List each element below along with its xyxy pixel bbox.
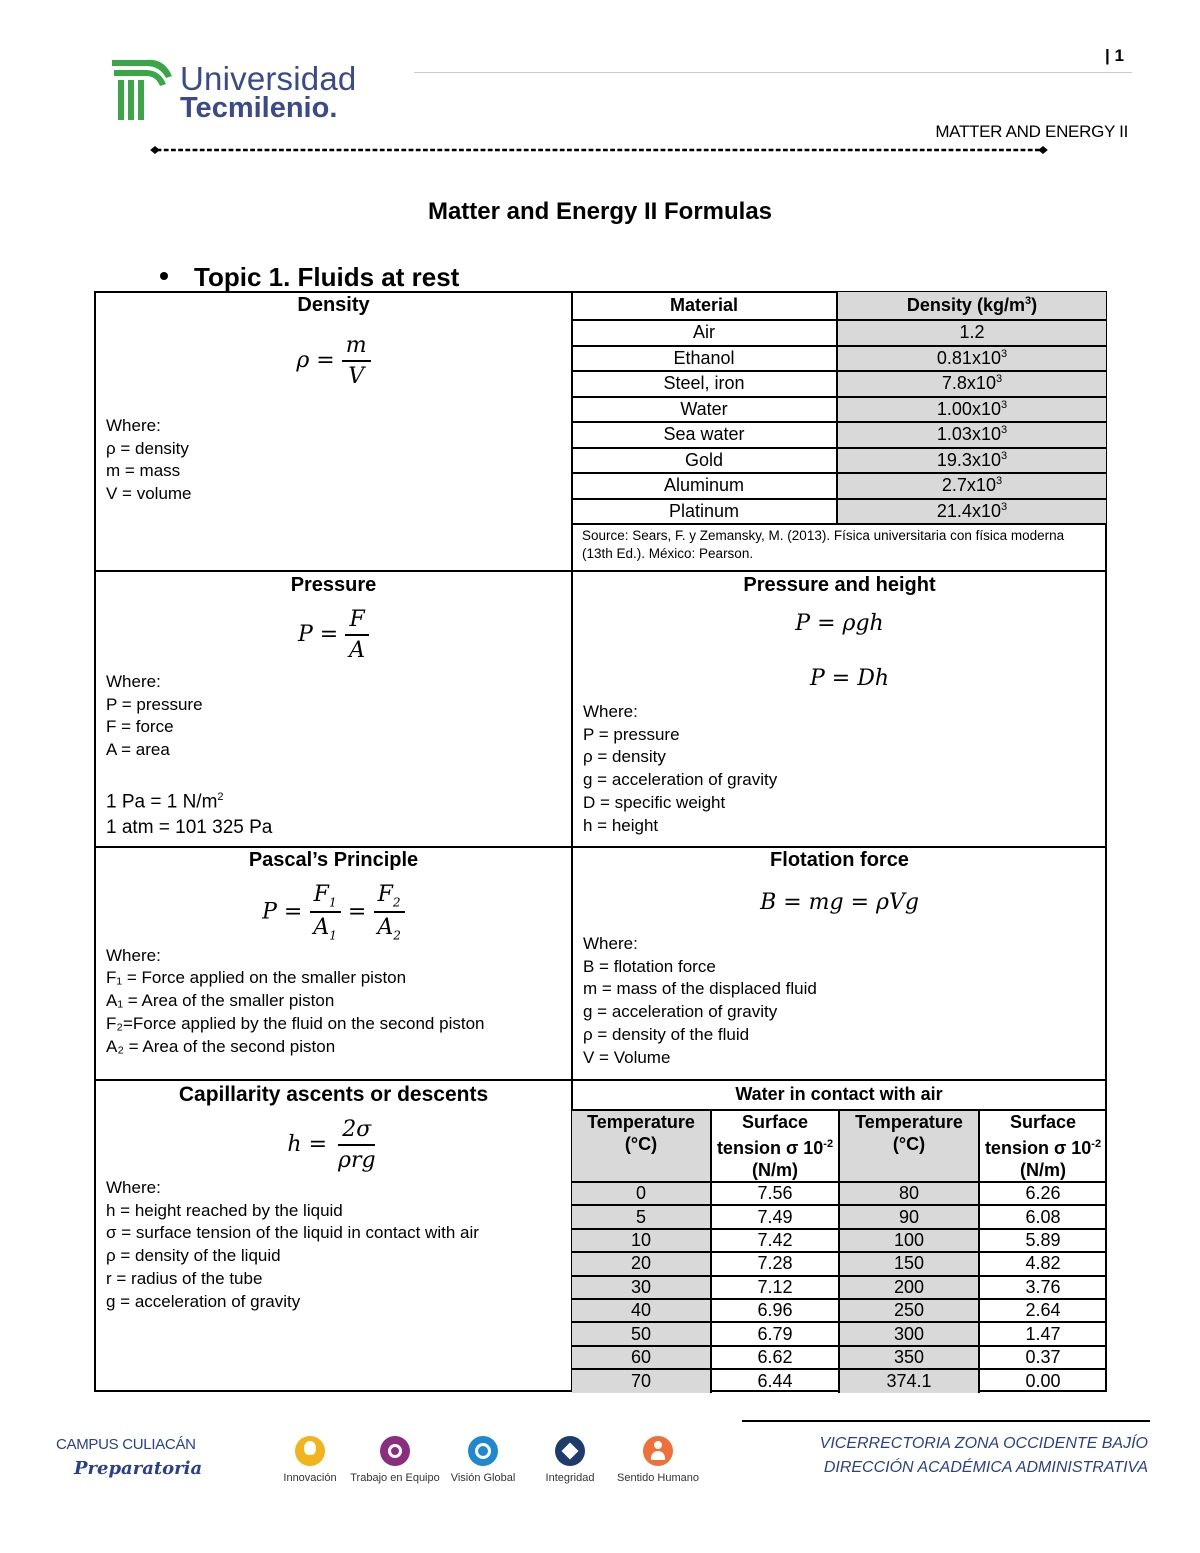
table-row <box>572 397 1106 423</box>
value-label: Sentido Humano <box>617 1472 699 1484</box>
capillarity-denominator: ρrg <box>338 1148 376 1173</box>
header-temperature: Temperature (°C) <box>839 1110 979 1182</box>
pascal-numerator-1: $F_1$ <box>310 882 341 913</box>
surface-table-title: Water in contact with air <box>572 1080 1106 1110</box>
definition: A = area <box>106 740 170 760</box>
where-label: Where: <box>106 945 161 965</box>
definition: m = mass of the displaced fluid <box>583 979 817 999</box>
where-label: Where: <box>106 1178 161 1197</box>
vicerrectoria-label: VICERRECTORIA ZONA OCCIDENTE BAJÍO <box>819 1435 1148 1452</box>
grid-divider-1 <box>94 570 1107 572</box>
table-row <box>572 371 1106 397</box>
pressure-height-formula-1: P = ρgh <box>795 611 884 636</box>
material-cell: Sea water <box>572 422 837 448</box>
person-icon <box>643 1436 673 1466</box>
definition: A₂ = Area of the second piston <box>106 1036 336 1056</box>
logo-text-tecmilenio: Tecmilenio. <box>180 92 338 124</box>
definition: F₁ = Force applied on the smaller piston <box>106 968 407 988</box>
pressure-height-formula-2: P = Dh <box>809 666 890 691</box>
definition: V = volume <box>106 484 192 504</box>
material-cell: Ethanol <box>572 346 837 372</box>
density-numerator: m <box>342 333 371 362</box>
tension-cell: 3.76 <box>979 1276 1106 1299</box>
temperature-cell: 300 <box>839 1322 979 1345</box>
header-surface-tension: Surface tension σ $10^{-2}$ (N/m) <box>711 1110 839 1182</box>
document-title: Matter and Energy II Formulas <box>427 198 773 225</box>
material-cell: Aluminum <box>572 473 837 499</box>
definition: V = Volume <box>583 1047 671 1067</box>
density-cell: $19.3x10^3$ <box>837 448 1106 474</box>
flotation-title: Flotation force <box>770 849 909 871</box>
table-row <box>572 448 1106 474</box>
value-trabajo-equipo <box>350 1436 440 1484</box>
header-temperature: Temperature (°C) <box>572 1110 711 1182</box>
table-header-row <box>572 1110 1106 1182</box>
tension-cell: 7.56 <box>711 1182 839 1205</box>
globe-icon <box>468 1436 498 1466</box>
table-row <box>572 1229 1106 1252</box>
definition: D = specific weight <box>583 792 726 812</box>
capillarity-definitions <box>106 1177 571 1313</box>
preparatoria-label: Preparatoria <box>74 1458 203 1479</box>
tension-cell: 7.42 <box>711 1229 839 1252</box>
density-denominator: V <box>348 364 365 389</box>
temperature-cell: 350 <box>839 1346 979 1369</box>
value-label: Integridad <box>545 1472 595 1484</box>
material-cell: Steel, iron <box>572 371 837 397</box>
density-cell: $1.00x10^3$ <box>837 397 1106 423</box>
temperature-cell: 200 <box>839 1276 979 1299</box>
lightbulb-icon <box>295 1436 325 1466</box>
tension-cell: 6.96 <box>711 1299 839 1322</box>
temperature-cell: 50 <box>572 1322 711 1345</box>
pressure-height-title: Pressure and height <box>743 574 936 596</box>
temperature-cell: 90 <box>839 1205 979 1228</box>
footer-divider <box>742 1420 1150 1422</box>
grid-divider-2 <box>94 846 1107 848</box>
density-title: Density <box>297 294 370 316</box>
table-row <box>572 1369 1106 1392</box>
temperature-cell: 60 <box>572 1346 711 1369</box>
flotation-definitions <box>583 933 1106 1069</box>
pressure-formula <box>96 607 571 663</box>
density-section <box>96 294 571 506</box>
temperature-cell: 40 <box>572 1299 711 1322</box>
flotation-section <box>573 849 1106 1069</box>
pascal-formula <box>96 882 571 943</box>
header-density: Density $(kg/m^3)$ <box>837 292 1106 320</box>
density-cell: $0.81x10^3$ <box>837 346 1106 372</box>
direccion-label: DIRECCIÓN ACADÉMICA ADMINISTRATIVA <box>823 1459 1148 1476</box>
teamwork-icon <box>380 1436 410 1466</box>
page-number: | 1 <box>1105 46 1124 65</box>
definition: ρ = density of the liquid <box>106 1246 281 1266</box>
capillarity-formula-lhs: h = <box>287 1132 328 1157</box>
material-cell: Platinum <box>572 499 837 525</box>
bullet-icon <box>160 272 168 280</box>
definition: g = acceleration of gravity <box>106 1291 301 1311</box>
where-label: Where: <box>583 702 638 721</box>
definition: P = pressure <box>106 694 203 714</box>
temperature-cell: 150 <box>839 1252 979 1275</box>
temperature-cell: 0 <box>572 1182 711 1205</box>
density-cell: $1.03x10^3$ <box>837 422 1106 448</box>
pressure-height-definitions <box>583 701 1106 837</box>
definition: ρ = density <box>583 747 666 767</box>
definition: ρ = density of the fluid <box>583 1024 750 1044</box>
pressure-numerator: F <box>345 607 368 636</box>
logo-text-universidad: Universidad <box>180 60 357 97</box>
pascal-numerator-2: $F_2$ <box>374 882 405 913</box>
material-cell: Air <box>572 320 837 346</box>
unit-atm: 1 atm = 101 325 Pa <box>106 817 273 839</box>
tension-cell: 6.44 <box>711 1369 839 1392</box>
density-cell: $21.4x10^3$ <box>837 499 1106 525</box>
topic-label: Topic 1. Fluids at rest <box>194 262 460 292</box>
table-row <box>572 499 1106 525</box>
capillarity-formula <box>96 1117 571 1173</box>
tension-cell: 7.28 <box>711 1252 839 1275</box>
table-source: Source: Sears, F. y Zemansky, M. (2013). Física universitaria con física moderna (13th Ed.). México: Pearson. <box>572 524 1106 569</box>
pascal-denominator-1: $A_1$ <box>313 915 337 943</box>
pressure-section <box>96 574 571 841</box>
density-cell: 1.2 <box>837 320 1106 346</box>
document-subject: MATTER AND ENERGY II <box>935 122 1128 141</box>
definition: r = radius of the tube <box>106 1268 263 1288</box>
temperature-cell: 374.1 <box>839 1369 979 1392</box>
definition: σ = surface tension of the liquid in contact with air <box>106 1223 479 1243</box>
flotation-formula: B = mg = ρVg <box>760 890 919 915</box>
material-cell: Gold <box>572 448 837 474</box>
table-row <box>572 1276 1106 1299</box>
tension-cell: 7.12 <box>711 1276 839 1299</box>
definition: F₂=Force applied by the fluid on the second piston <box>106 1013 485 1033</box>
value-label: Trabajo en Equipo <box>350 1472 440 1484</box>
value-vision-global <box>448 1436 518 1484</box>
tension-cell: 1.47 <box>979 1322 1106 1345</box>
capillarity-section <box>96 1083 571 1313</box>
campus-label: CAMPUS CULIACÁN <box>56 1436 196 1453</box>
table-row <box>572 1252 1106 1275</box>
table-row <box>572 346 1106 372</box>
density-table <box>572 292 1106 569</box>
pascal-fraction-1 <box>309 882 341 943</box>
density-formula <box>96 333 571 389</box>
density-formula-lhs: ρ = <box>296 348 335 373</box>
tension-cell: 2.64 <box>979 1299 1106 1322</box>
value-label: Innovación <box>283 1472 337 1484</box>
pascal-equals: = <box>347 899 367 925</box>
pressure-fraction <box>345 607 369 663</box>
density-cell: $7.8x10^3$ <box>837 371 1106 397</box>
temperature-cell: 80 <box>839 1182 979 1205</box>
tension-cell: 6.26 <box>979 1182 1106 1205</box>
temperature-cell: 5 <box>572 1205 711 1228</box>
table-source-row <box>572 524 1106 569</box>
pressure-title: Pressure <box>290 574 377 596</box>
pascal-formula-lhs: P = <box>262 899 303 925</box>
decorative-dashed-rule <box>38 146 1160 154</box>
unit-pascal: 1 Pa = 1 $N/m^2$ <box>106 790 224 813</box>
temperature-cell: 70 <box>572 1369 711 1392</box>
table-row <box>572 1299 1106 1322</box>
value-sentido-humano <box>616 1436 700 1484</box>
pressure-definitions <box>106 671 571 841</box>
value-label: Visión Global <box>450 1472 516 1484</box>
definition: B = flotation force <box>583 956 716 976</box>
definition: m = mass <box>106 461 181 481</box>
topic-heading <box>160 262 459 293</box>
header-divider <box>414 72 1132 73</box>
tension-cell: 0.00 <box>979 1369 1106 1392</box>
header-surface-tension: Surface tension σ $10^{-2}$ (N/m) <box>979 1110 1106 1182</box>
value-innovacion <box>280 1436 340 1484</box>
table-row <box>572 320 1106 346</box>
temperature-cell: 100 <box>839 1229 979 1252</box>
density-cell: $2.7x10^3$ <box>837 473 1106 499</box>
where-label: Where: <box>106 672 161 691</box>
where-label: Where: <box>106 416 161 435</box>
capillarity-numerator: 2σ <box>338 1117 375 1146</box>
temperature-cell: 250 <box>839 1299 979 1322</box>
tension-cell: 0.37 <box>979 1346 1106 1369</box>
capillarity-fraction <box>334 1117 380 1173</box>
definition: A₁ = Area of the smaller piston <box>106 991 335 1011</box>
header-material: Material <box>572 292 837 320</box>
table-row <box>572 1205 1106 1228</box>
table-row <box>572 422 1106 448</box>
definition: g = acceleration of gravity <box>583 1002 778 1022</box>
tension-cell: 5.89 <box>979 1229 1106 1252</box>
tension-cell: 6.08 <box>979 1205 1106 1228</box>
density-definitions <box>106 415 571 506</box>
value-integridad <box>540 1436 600 1484</box>
definition: P = pressure <box>583 724 680 744</box>
surface-tension-table <box>572 1080 1106 1393</box>
density-fraction <box>342 333 371 389</box>
tension-cell: 6.62 <box>711 1346 839 1369</box>
pascal-fraction-2 <box>373 882 405 943</box>
definition: F = force <box>106 717 174 737</box>
temperature-cell: 10 <box>572 1229 711 1252</box>
integrity-icon <box>555 1436 585 1466</box>
pascal-definitions <box>106 945 571 1059</box>
definition: g = acceleration of gravity <box>583 770 778 790</box>
temperature-cell: 30 <box>572 1276 711 1299</box>
tension-cell: 4.82 <box>979 1252 1106 1275</box>
table-row <box>572 1346 1106 1369</box>
definition: h = height reached by the liquid <box>106 1200 343 1220</box>
capillarity-title: Capillarity ascents or descents <box>178 1083 489 1106</box>
pascal-section <box>96 849 571 1058</box>
institution-info <box>820 1432 1148 1480</box>
material-cell: Water <box>572 397 837 423</box>
definition: h = height <box>583 815 659 835</box>
pressure-denominator: A <box>349 638 366 663</box>
table-title-row <box>572 1080 1106 1110</box>
table-row <box>572 1322 1106 1345</box>
pascal-denominator-2: $A_2$ <box>377 915 401 943</box>
definition: ρ = density <box>106 438 189 458</box>
where-label: Where: <box>583 934 638 953</box>
pascal-title: Pascal’s Principle <box>248 849 419 871</box>
table-header-row <box>572 292 1106 320</box>
pressure-height-section <box>573 574 1106 837</box>
tension-cell: 6.79 <box>711 1322 839 1345</box>
temperature-cell: 20 <box>572 1252 711 1275</box>
table-row <box>572 473 1106 499</box>
tension-cell: 7.49 <box>711 1205 839 1228</box>
pressure-formula-lhs: P = <box>297 622 339 647</box>
table-row <box>572 1182 1106 1205</box>
